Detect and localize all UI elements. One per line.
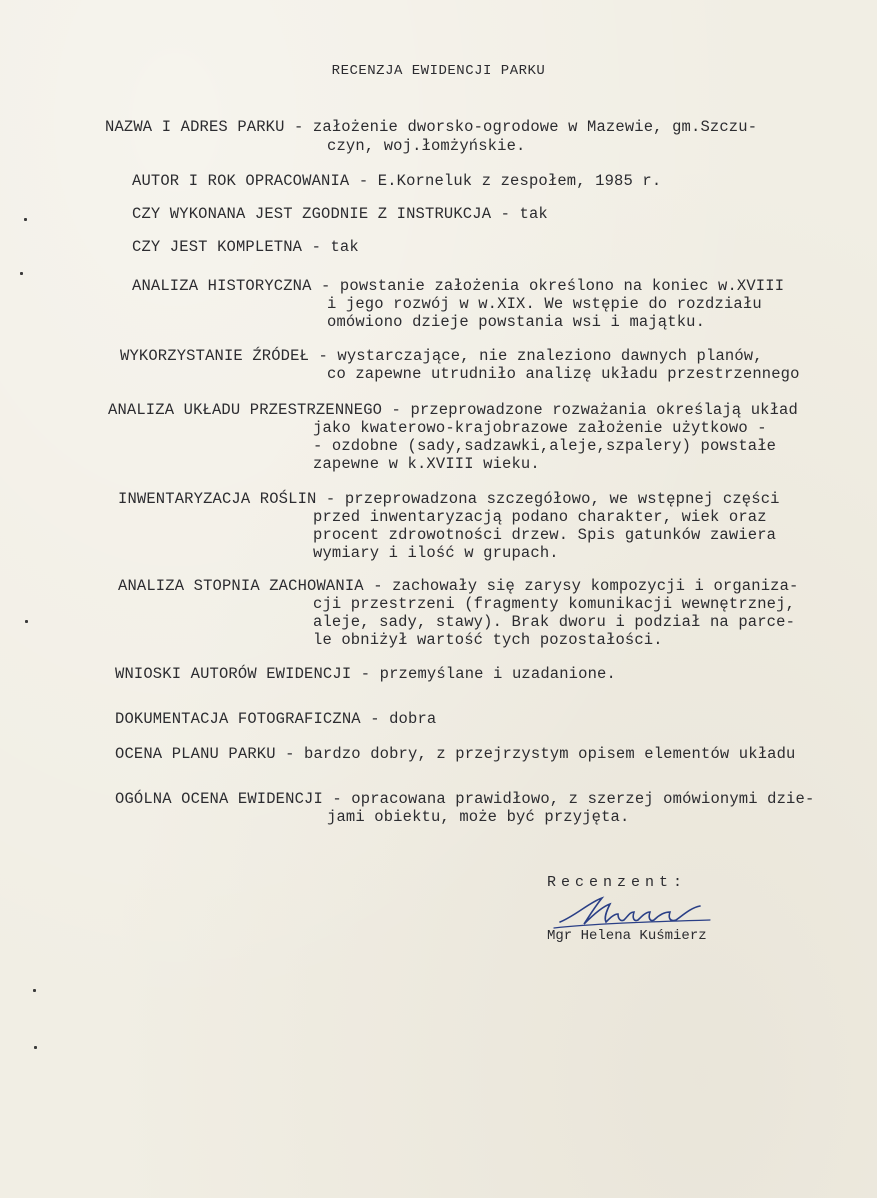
text-line: INWENTARYZACJA ROŚLIN - przeprowadzona szczegółowo, we wstępnej części — [118, 490, 780, 508]
text-line: CZY JEST KOMPLETNA - tak — [132, 238, 359, 256]
text-line: aleje, sady, stawy). Brak dworu i podział na parce- — [313, 613, 796, 631]
speck-mark — [24, 218, 27, 221]
text-line: OGÓLNA OCENA EWIDENCJI - opracowana prawidłowo, z szerzej omówionymi dzie- — [115, 790, 815, 808]
speck-mark — [25, 620, 28, 623]
text-line: zapewne w k.XVIII wieku. — [313, 455, 540, 473]
speck-mark — [20, 272, 23, 275]
text-line: czyn, woj.łomżyńskie. — [327, 137, 526, 155]
text-line: jako kwaterowo-krajobrazowe założenie użytkowo - — [313, 419, 767, 437]
text-line: przed inwentaryzacją podano charakter, wiek oraz — [313, 508, 767, 526]
text-line: NAZWA I ADRES PARKU - założenie dworsko-ogrodowe w Mazewie, gm.Szczu- — [105, 118, 758, 136]
text-line: procent zdrowotności drzew. Spis gatunków zawiera — [313, 526, 777, 544]
text-line: WYKORZYSTANIE ŹRÓDEŁ - wystarczające, nie znaleziono dawnych planów, — [120, 347, 763, 365]
text-line: ANALIZA STOPNIA ZACHOWANIA - zachowały się zarysy kompozycji i organiza- — [118, 577, 799, 595]
text-line: ANALIZA UKŁADU PRZESTRZENNEGO - przeprowadzone rozważania określają układ — [108, 401, 798, 419]
text-line: DOKUMENTACJA FOTOGRAFICZNA - dobra — [115, 710, 437, 728]
speck-mark — [33, 989, 36, 992]
text-line: co zapewne utrudniło analizę układu przestrzennego — [327, 365, 800, 383]
text-line: CZY WYKONANA JEST ZGODNIE Z INSTRUKCJA - tak — [132, 205, 548, 223]
text-line: AUTOR I ROK OPRACOWANIA - E.Korneluk z zespołem, 1985 r. — [132, 172, 662, 190]
reviewer-label: Recenzent: — [547, 874, 688, 891]
text-line: jami obiektu, może być przyjęta. — [327, 808, 630, 826]
speck-mark — [34, 1046, 37, 1049]
document-title: RECENZJA EWIDENCJI PARKU — [331, 63, 546, 79]
reviewer-name: Mgr Helena Kuśmierz — [547, 928, 707, 944]
text-line: omówiono dzieje powstania wsi i majątku. — [327, 313, 706, 331]
text-line: ANALIZA HISTORYCZNA - powstanie założenia określono na koniec w.XVIII — [132, 277, 785, 295]
text-line: wymiary i ilość w grupach. — [313, 544, 559, 562]
text-line: - ozdobne (sady,sadzawki,aleje,szpalery) powstałe — [313, 437, 777, 455]
text-line: WNIOSKI AUTORÓW EWIDENCJI - przemyślane i uzadanione. — [115, 665, 616, 683]
text-line: OCENA PLANU PARKU - bardzo dobry, z przejrzystym opisem elementów układu — [115, 745, 796, 763]
text-line: cji przestrzeni (fragmenty komunikacji wewnętrznej, — [313, 595, 796, 613]
text-line: le obniżył wartość tych pozostałości. — [313, 631, 663, 649]
text-line: i jego rozwój w w.XIX. We wstępie do rozdziału — [327, 295, 762, 313]
